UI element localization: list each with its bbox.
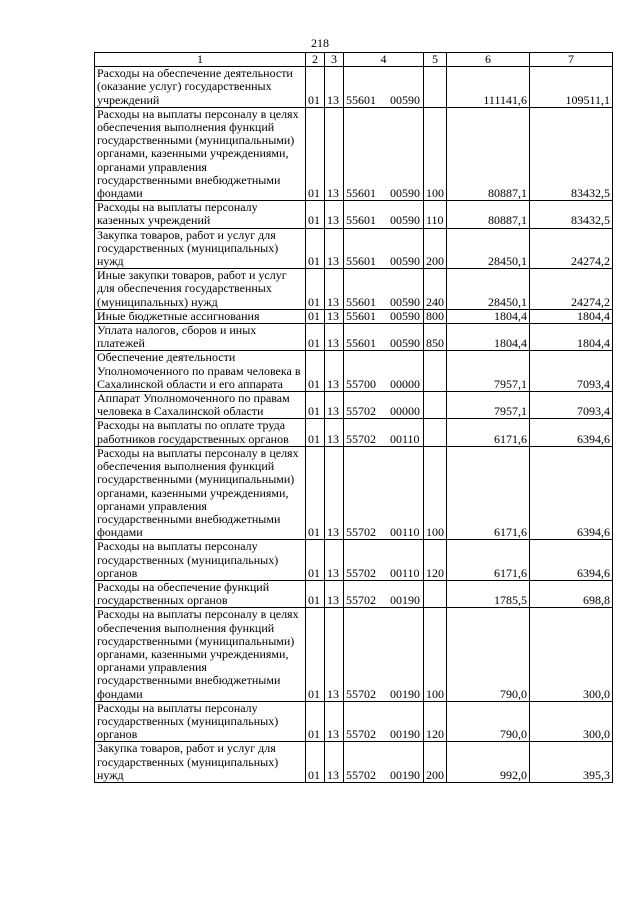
amount-col-6: 28450,1	[447, 269, 530, 310]
subsection-code: 13	[325, 392, 344, 419]
expense-type-code: 110	[424, 201, 447, 228]
amount-col-6: 1804,4	[447, 324, 530, 351]
subsection-code: 13	[325, 701, 344, 742]
row-name: Иные бюджетные ассигнования	[95, 309, 306, 323]
section-code: 01	[306, 580, 325, 607]
table-row	[95, 269, 613, 310]
amount-col-7: 7093,4	[530, 392, 613, 419]
section-code: 01	[306, 701, 325, 742]
col-header-6: 6	[447, 53, 530, 67]
col-header-7: 7	[530, 53, 613, 67]
target-article-code	[344, 540, 424, 581]
program-code: 55601	[346, 309, 376, 323]
amount-col-6: 111141,6	[447, 67, 530, 108]
target-article-code	[344, 107, 424, 200]
subsection-code: 13	[325, 309, 344, 323]
direction-code: 00110	[390, 525, 420, 540]
amount-col-6: 1804,4	[447, 309, 530, 323]
table-row	[95, 701, 613, 742]
program-code: 55700	[346, 376, 376, 391]
direction-code: 00110	[390, 565, 420, 580]
amount-col-6: 7957,1	[447, 392, 530, 419]
row-name: Расходы на выплаты по оплате труда работников государственных органов	[95, 419, 306, 446]
target-article-code	[344, 742, 424, 783]
target-article-code	[344, 324, 424, 351]
row-name: Расходы на обеспечение функций государственных органов	[95, 580, 306, 607]
direction-code: 00590	[390, 186, 420, 201]
program-code: 55601	[346, 336, 376, 351]
row-name: Расходы на выплаты персоналу в целях обеспечения выполнения функций государственными (муниципальными) органами, казенными учреждениями, органами управления государственными внебюджетными фондами	[95, 107, 306, 200]
amount-col-6: 6171,6	[447, 446, 530, 539]
row-name: Расходы на выплаты персоналу казенных учреждений	[95, 201, 306, 228]
direction-code: 00590	[390, 213, 420, 228]
row-name: Обеспечение деятельности Уполномоченного по правам человека в Сахалинской области и его аппарата	[95, 351, 306, 392]
amount-col-7: 6394,6	[530, 419, 613, 446]
amount-col-7: 1804,4	[530, 324, 613, 351]
expense-type-code: 200	[424, 742, 447, 783]
target-article-code	[344, 701, 424, 742]
section-code: 01	[306, 201, 325, 228]
subsection-code: 13	[325, 67, 344, 108]
expense-type-code	[424, 392, 447, 419]
target-article-code	[344, 419, 424, 446]
amount-col-6: 1785,5	[447, 580, 530, 607]
direction-code: 00590	[390, 336, 420, 351]
program-code: 55601	[346, 186, 376, 201]
direction-code: 00190	[390, 686, 420, 701]
direction-code: 00000	[390, 404, 420, 419]
subsection-code: 13	[325, 351, 344, 392]
amount-col-7: 6394,6	[530, 446, 613, 539]
row-name: Расходы на выплаты персоналу государственных (муниципальных) органов	[95, 540, 306, 581]
subsection-code: 13	[325, 580, 344, 607]
subsection-code: 13	[325, 201, 344, 228]
table-row	[95, 309, 613, 323]
amount-col-7: 395,3	[530, 742, 613, 783]
program-code: 55601	[346, 294, 376, 309]
program-code: 55601	[346, 92, 376, 107]
direction-code: 00110	[390, 431, 420, 446]
expense-type-code: 240	[424, 269, 447, 310]
direction-code: 00590	[390, 309, 420, 323]
subsection-code: 13	[325, 540, 344, 581]
amount-col-7: 109511,1	[530, 67, 613, 108]
expense-type-code: 800	[424, 309, 447, 323]
expense-type-code: 100	[424, 608, 447, 701]
amount-col-6: 790,0	[447, 608, 530, 701]
target-article-code	[344, 351, 424, 392]
program-code: 55702	[346, 767, 376, 782]
subsection-code: 13	[325, 228, 344, 269]
col-header-2: 2	[306, 53, 325, 67]
expense-type-code	[424, 419, 447, 446]
expense-type-code: 100	[424, 107, 447, 200]
amount-col-7: 1804,4	[530, 309, 613, 323]
table-row	[95, 351, 613, 392]
amount-col-7: 83432,5	[530, 107, 613, 200]
col-header-1: 1	[95, 53, 306, 67]
table-row	[95, 419, 613, 446]
section-code: 01	[306, 446, 325, 539]
target-article-code	[344, 392, 424, 419]
section-code: 01	[306, 228, 325, 269]
row-name: Закупка товаров, работ и услуг для государственных (муниципальных) нужд	[95, 228, 306, 269]
amount-col-7: 300,0	[530, 608, 613, 701]
section-code: 01	[306, 309, 325, 323]
section-code: 01	[306, 742, 325, 783]
section-code: 01	[306, 351, 325, 392]
target-article-code	[344, 446, 424, 539]
col-header-3: 3	[325, 53, 344, 67]
amount-col-6: 80887,1	[447, 201, 530, 228]
row-name: Расходы на выплаты персоналу в целях обеспечения выполнения функций государственными (муниципальными) органами, казенными учреждениями, органами управления государственными внебюджетными фондами	[95, 608, 306, 701]
expense-type-code	[424, 351, 447, 392]
table-row	[95, 324, 613, 351]
subsection-code: 13	[325, 419, 344, 446]
amount-col-6: 6171,6	[447, 419, 530, 446]
amount-col-7: 24274,2	[530, 269, 613, 310]
page-number: 218	[311, 36, 329, 50]
table-row	[95, 446, 613, 539]
target-article-code	[344, 580, 424, 607]
expense-type-code: 120	[424, 540, 447, 581]
target-article-code	[344, 608, 424, 701]
expense-type-code: 850	[424, 324, 447, 351]
table-row	[95, 107, 613, 200]
amount-col-7: 698,8	[530, 580, 613, 607]
target-article-code	[344, 67, 424, 108]
section-code: 01	[306, 540, 325, 581]
expense-type-code	[424, 67, 447, 108]
direction-code: 00590	[390, 254, 420, 269]
amount-col-6: 28450,1	[447, 228, 530, 269]
program-code: 55702	[346, 686, 376, 701]
subsection-code: 13	[325, 608, 344, 701]
program-code: 55601	[346, 213, 376, 228]
row-name: Расходы на обеспечение деятельности (оказание услуг) государственных учреждений	[95, 67, 306, 108]
col-header-4: 4	[344, 53, 424, 67]
subsection-code: 13	[325, 107, 344, 200]
direction-code: 00590	[390, 92, 420, 107]
amount-col-7: 83432,5	[530, 201, 613, 228]
subsection-code: 13	[325, 446, 344, 539]
table-row	[95, 580, 613, 607]
direction-code: 00190	[390, 727, 420, 742]
subsection-code: 13	[325, 324, 344, 351]
direction-code: 00190	[390, 593, 420, 608]
target-article-code	[344, 201, 424, 228]
amount-col-7: 7093,4	[530, 351, 613, 392]
header-row	[95, 53, 613, 67]
row-name: Расходы на выплаты персоналу в целях обеспечения выполнения функций государственными (муниципальными) органами, казенными учреждениями, органами управления государственными внебюджетными фондами	[95, 446, 306, 539]
row-name: Закупка товаров, работ и услуг для государственных (муниципальных) нужд	[95, 742, 306, 783]
row-name: Уплата налогов, сборов и иных платежей	[95, 324, 306, 351]
amount-col-7: 24274,2	[530, 228, 613, 269]
budget-table	[94, 52, 613, 783]
subsection-code: 13	[325, 269, 344, 310]
amount-col-6: 80887,1	[447, 107, 530, 200]
section-code: 01	[306, 107, 325, 200]
col-header-5: 5	[424, 53, 447, 67]
target-article-code	[344, 309, 424, 323]
row-name: Иные закупки товаров, работ и услуг для обеспечения государственных (муниципальных) нужд	[95, 269, 306, 310]
target-article-code	[344, 228, 424, 269]
expense-type-code: 120	[424, 701, 447, 742]
section-code: 01	[306, 67, 325, 108]
section-code: 01	[306, 269, 325, 310]
table-row	[95, 540, 613, 581]
section-code: 01	[306, 392, 325, 419]
table-row	[95, 67, 613, 108]
direction-code: 00000	[390, 376, 420, 391]
program-code: 55702	[346, 431, 376, 446]
target-article-code	[344, 269, 424, 310]
subsection-code: 13	[325, 742, 344, 783]
table-row	[95, 228, 613, 269]
program-code: 55702	[346, 565, 376, 580]
section-code: 01	[306, 324, 325, 351]
table-row	[95, 742, 613, 783]
expense-type-code: 100	[424, 446, 447, 539]
table-row	[95, 392, 613, 419]
amount-col-6: 790,0	[447, 701, 530, 742]
section-code: 01	[306, 608, 325, 701]
direction-code: 00590	[390, 294, 420, 309]
table-row	[95, 201, 613, 228]
program-code: 55702	[346, 727, 376, 742]
amount-col-7: 6394,6	[530, 540, 613, 581]
row-name: Аппарат Уполномоченного по правам человека в Сахалинской области	[95, 392, 306, 419]
amount-col-6: 6171,6	[447, 540, 530, 581]
amount-col-6: 7957,1	[447, 351, 530, 392]
table-row	[95, 608, 613, 701]
amount-col-7: 300,0	[530, 701, 613, 742]
direction-code: 00190	[390, 767, 420, 782]
section-code: 01	[306, 419, 325, 446]
program-code: 55702	[346, 525, 376, 540]
amount-col-6: 992,0	[447, 742, 530, 783]
expense-type-code: 200	[424, 228, 447, 269]
program-code: 55702	[346, 404, 376, 419]
row-name: Расходы на выплаты персоналу государственных (муниципальных) органов	[95, 701, 306, 742]
program-code: 55702	[346, 593, 376, 608]
expense-type-code	[424, 580, 447, 607]
program-code: 55601	[346, 254, 376, 269]
